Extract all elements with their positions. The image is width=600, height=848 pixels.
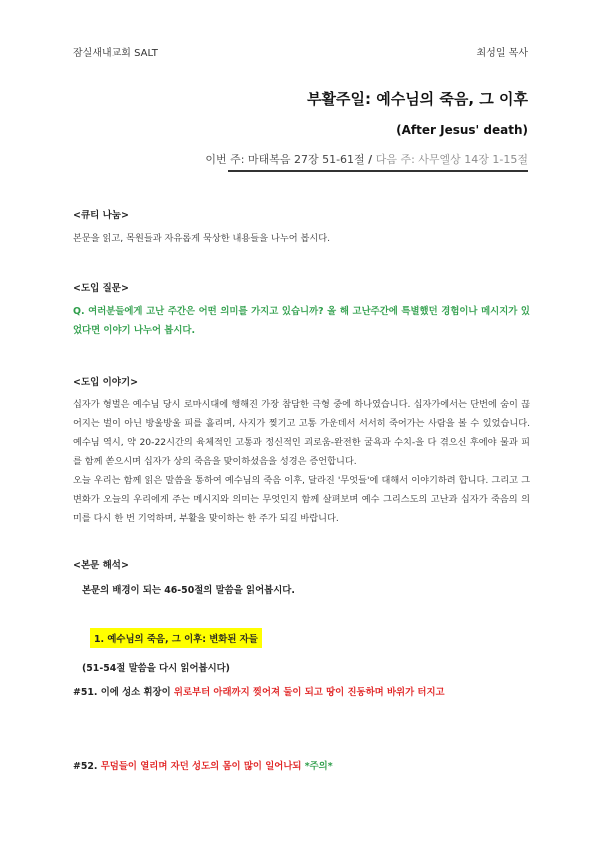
verse-51 xyxy=(73,684,445,698)
point-1-highlight: 1. 예수님의 죽음, 그 이후: 변화된 자들 xyxy=(90,628,262,648)
document-title: 부활주일: 예수님의 죽음, 그 이후 xyxy=(307,90,528,108)
interpretation-instruction: 본문의 배경이 되는 46-50절의 말씀을 읽어봅시다. xyxy=(82,585,295,596)
qt-heading: <큐티 나눔> xyxy=(73,210,129,221)
current-week-passage: 이번 주: 마태복음 27장 51-61절 xyxy=(205,153,365,166)
header-pastor-name: 최성일 목사 xyxy=(476,48,528,59)
qt-body: 본문을 읽고, 목원들과 자유롭게 묵상한 내용들을 나누어 봅시다. xyxy=(73,233,331,244)
reread-instruction: (51-54절 말씀을 다시 읽어봅시다) xyxy=(82,663,230,674)
intro-question-text: Q. 여러분들에게 고난 주간은 어떤 의미를 가지고 있습니까? 올 해 고난주간에 특별했던 경험이나 메시지가 있었다면 이야기 나누어 봅시다. xyxy=(73,306,530,336)
document-subtitle: (After Jesus' death) xyxy=(396,123,528,137)
verse-51-label: #51. 이에 성소 휘장이 xyxy=(73,687,171,698)
intro-story-paragraph-1: 십자가 형벌은 예수님 당시 로마시대에 행해진 가장 참담한 극형 중에 하나였습니다. 십자가에서는 단번에 숨이 끊어지는 벌이 아닌 방울방울 피를 흘리며, 사지가 찢기고 고통 가운데서 서서히 죽어가는 사람을 볼 수 있었습니다. 예수님 역시, 약 20-22시간의 육체적인 고통과 정신적인 괴로움-완전한 굴욕과 수치-을 다 겪으신 후에야 물과 피를 함께 쏟으시며 십자가 상의 죽음을 맞이하셨음을 성경은 증언합니다. xyxy=(73,399,530,467)
intro-question-heading: <도입 질문> xyxy=(73,283,129,294)
intro-story-paragraph-2: 오늘 우리는 함께 읽은 말씀을 통하여 예수님의 죽음 이후, 달라진 '무엇들'에 대해서 이야기하려 합니다. 그리고 그 변화가 오늘의 우리에게 주는 메시지와 의미는 무엇인지 함께 살펴보며 예수 그리스도의 고난과 십자가 죽음의 의미를 다시 한 번 기억하며, 부활을 맞이하는 한 주가 되길 바랍니다. xyxy=(73,475,530,524)
header-church-name: 잠실새내교회 SALT xyxy=(73,48,158,59)
verse-52 xyxy=(73,758,333,772)
verse-52-text: 무덤들이 열리며 자던 성도의 몸이 많이 일어나되 xyxy=(100,761,302,772)
week-separator: / xyxy=(368,153,373,166)
intro-story-heading: <도입 이야기> xyxy=(73,377,139,388)
next-week-passage: 다음 주: 사무엘상 14장 1-15절 xyxy=(375,153,528,166)
verse-51-text: 위로부터 아래까지 찢어져 둘이 되고 땅이 진동하며 바위가 터지고 xyxy=(170,687,445,698)
title-divider xyxy=(228,170,528,172)
verse-52-label: #52. xyxy=(73,761,101,772)
verse-52-note: *주의* xyxy=(301,761,333,772)
week-passages xyxy=(205,151,528,167)
interpretation-heading: <본문 해석> xyxy=(73,560,129,571)
